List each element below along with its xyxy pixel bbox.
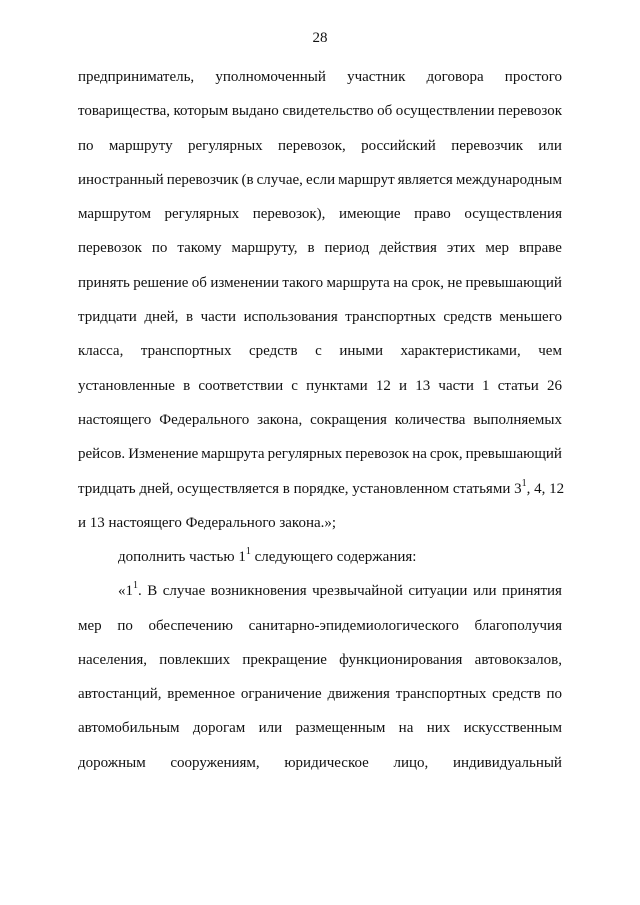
text-line [78,653,562,687]
text-line [78,344,562,378]
word: функционирования [339,651,463,668]
word: право [414,206,451,223]
word: осуществления [464,206,562,223]
superscript: 1 [245,546,251,557]
word: тридцати [78,309,137,326]
text-segment: тридцать дней, осуществляется в порядке, установленном статьями 3 [78,480,522,497]
text-line [78,104,562,138]
word: по [78,137,94,154]
word: в [307,240,315,257]
word: временное [167,686,236,703]
text-line [78,413,562,447]
word: дорожным [78,754,146,771]
word: части [200,309,237,326]
word: этих [446,240,476,257]
word: дорогам [192,720,246,737]
word: такому [177,240,222,257]
word: не [447,274,463,291]
word: регулярных [188,137,263,154]
word: или [538,137,562,154]
word: чем [538,343,562,360]
word: выполняемых [473,411,562,428]
word: ограничение [240,686,322,703]
word: установленные [78,377,175,394]
word: сокращения [310,411,387,428]
word: решение [133,274,189,291]
text-line [78,619,562,653]
text-line [78,687,562,721]
text-line [78,546,562,584]
word: срок, [429,446,463,463]
word: них [426,720,451,737]
word: действия [379,240,437,257]
word: юридическое [284,754,369,771]
word: перевозчик [166,171,239,188]
word: срок, [411,274,445,291]
text-segment: , 4, 12 [526,480,565,497]
word: количества [394,411,466,428]
word: автостанций, [78,686,162,703]
text-segment: . [138,583,142,600]
word: принять [78,274,130,291]
word: по [151,240,168,257]
word: с [315,343,322,360]
word: статьи [497,377,539,394]
word: обеспечению [148,617,233,634]
text-line [78,70,562,104]
word: настоящего [78,411,152,428]
text-line-last: и 13 настоящего Федерального закона.»; [78,514,337,531]
word: благополучия [474,617,562,634]
word: случае [162,583,206,600]
word: в [185,309,194,326]
word: пунктами [306,377,368,394]
word: сооружениям, [170,754,260,771]
word: на [398,720,414,737]
word: в [183,377,191,394]
text-line [78,173,562,207]
word: прекращение [242,651,327,668]
word: части [438,377,474,394]
word: индивидуальный [452,754,562,771]
word: или [258,720,283,737]
word: период [324,240,370,257]
word: по [546,686,562,703]
word: изменении [210,274,279,291]
word: международным [455,171,562,188]
word: перевозок [498,103,562,120]
word: средств [249,343,298,360]
word: перевозок, [278,137,346,154]
text-line [78,310,562,344]
word: рейсов. [78,446,126,463]
text-segment: дополнить частью 1 [118,549,246,565]
word: предприниматель, [78,69,195,85]
word: уполномоченный [215,69,326,85]
word [118,580,142,618]
word: маршрута [326,274,390,291]
word: 13 [415,377,431,394]
word: использования [243,309,338,326]
word: искусственным [463,720,562,737]
word: маршрут [338,171,395,188]
word: дней, [144,309,179,326]
word: российский [361,137,436,154]
word: повлекших [159,651,231,668]
word: характеристиками, [400,343,521,360]
word: меньшего [499,309,562,326]
word: иными [339,343,383,360]
word: 1 [482,377,490,394]
word: В [147,583,158,600]
word: Изменение [128,446,199,463]
word: перевозчик [451,137,524,154]
word: об [191,274,207,291]
word: маршруту [108,137,173,154]
superscript: 1 [133,580,138,592]
word: перевозок), [252,206,326,223]
word: является [397,171,453,188]
word: размещенным [295,720,386,737]
word: санитарно-эпидемиологического [248,617,459,634]
word: простого [504,69,562,85]
word: имеющие [338,206,401,223]
word: (в [241,171,254,188]
word: осуществлении [395,103,495,120]
word: автомобильным [78,720,180,737]
word: движения [327,686,390,703]
text-line [78,379,562,413]
word: возникновения [210,583,307,600]
text-line [78,447,562,481]
word: средств [492,686,541,703]
word: перевозок [78,240,142,257]
word: класса, [78,343,124,360]
text-line [78,580,562,618]
word: мер [78,617,102,634]
word: по [117,617,133,634]
word: товарищества, [78,103,171,120]
word: с [291,377,298,394]
word: такого [282,274,324,291]
word: иностранный [78,171,164,188]
paragraph-amendment [78,546,562,790]
word: принятия [501,583,562,600]
word: автовокзалов, [474,651,562,668]
word: участник [347,69,406,85]
word: регулярных [267,446,343,463]
word: транспортных [395,686,487,703]
text-segment: следующего содержания: [250,549,417,565]
text-segment: «1 [118,583,133,600]
word: если [305,171,336,188]
word: лицо, [393,754,429,771]
word: или [472,583,497,600]
text-line [78,756,562,790]
text-line [78,139,562,173]
word: маршрутом [78,206,151,223]
word: договора [426,69,484,85]
word: соответствии [198,377,284,394]
word: закона, [257,411,303,428]
word: 12 [375,377,391,394]
word: превышающий [465,274,562,291]
word: мер [485,240,510,257]
word: транспортных [345,309,436,326]
word: об [377,103,393,120]
word: выдано [231,103,279,120]
word: случае, [256,171,303,188]
word: 26 [546,377,562,394]
word: перевозок [345,446,410,463]
word: свидетельство [282,103,374,120]
word: которым [173,103,229,120]
superscript: 1 [521,477,527,489]
word: средств [443,309,492,326]
word: превышающий [465,446,562,463]
word: чрезвычайной [312,583,403,600]
text-line [78,241,562,275]
text-line [78,276,562,310]
word: на [393,274,408,291]
word: на [412,446,427,463]
word: Федерального [159,411,250,428]
word: населения, [78,651,148,668]
word: маршруту, [231,240,298,257]
word: вправе [518,240,562,257]
word: регулярных [164,206,240,223]
paragraph-continuation [78,69,565,550]
text-line [78,207,562,241]
text-line [78,721,562,755]
word: маршрута [201,446,265,463]
text-line [78,477,565,516]
word: ситуации [408,583,468,600]
word: и [399,377,408,394]
page-number: 28 [312,30,328,46]
word: транспортных [140,343,232,360]
